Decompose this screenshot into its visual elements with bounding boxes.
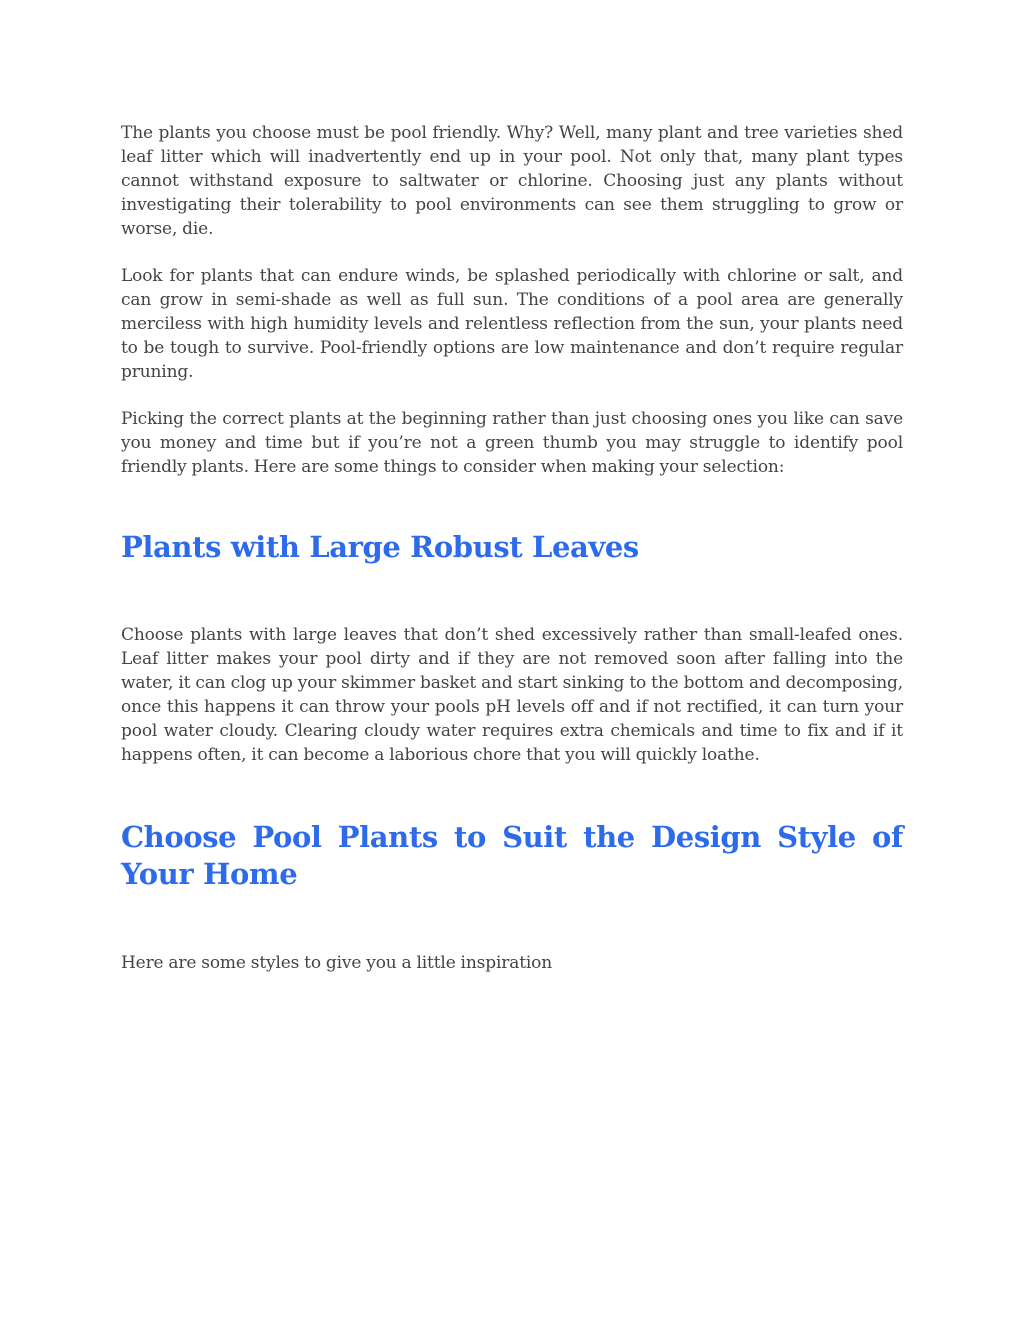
heading-design-style: Choose Pool Plants to Suit the Design Style of Your Home (121, 820, 903, 891)
paragraph-large-leaves: Choose plants with large leaves that don’t shed excessively rather than small-leafed ones. Leaf litter makes your pool dirty and if they are not removed soon after falling into the water, it can clog up your skimmer basket and start sinking to the bottom and decomposing, once this happens it can throw your pools pH levels off and if not rectified, it can turn your pool water cloudy. Clearing cloudy water requires extra chemicals and time to fix and if it happens often, it can become a laborious chore that you will quickly loathe. (121, 625, 903, 765)
paragraph-selection: Picking the correct plants at the beginning rather than just choosing ones you like can save you money and time but if you’re not a green thumb you may struggle to identify pool friendly plants. Here are some things to consider when making your selection: (121, 409, 903, 477)
paragraph-conditions: Look for plants that can endure winds, be splashed periodically with chlorine or salt, and can grow in semi-shade as well as full sun. The conditions of a pool area are generally merciless with high humidity levels and relentless reflection from the sun, your plants need to be tough to survive. Pool-friendly options are low maintenance and don’t require regular pruning. (121, 266, 903, 382)
heading-large-robust-leaves: Plants with Large Robust Leaves (121, 530, 639, 564)
paragraph-intro: The plants you choose must be pool friendly. Why? Well, many plant and tree varieties shed leaf litter which will inadvertently end up in your pool. Not only that, many plant types cannot withstand exposure to saltwater or chlorine. Choosing just any plants without investigating their tolerability to pool environments can see them struggling to grow or worse, die. (121, 123, 903, 239)
paragraph-styles: Here are some styles to give you a little inspiration (121, 953, 553, 973)
document-body (121, 121, 903, 975)
